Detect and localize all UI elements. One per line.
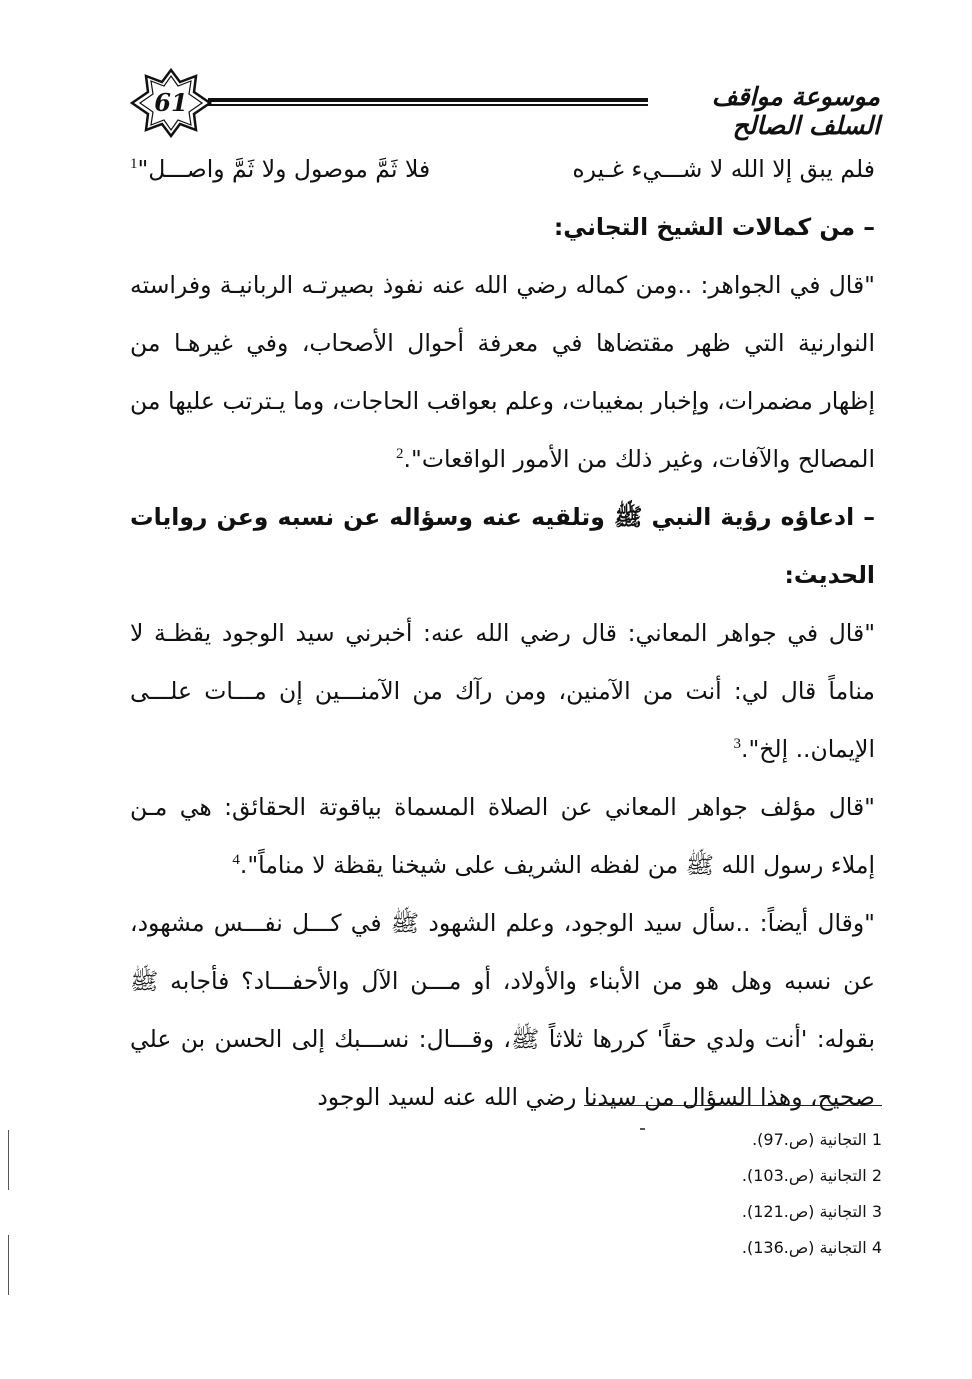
footnote-separator [584,1105,882,1106]
footnote-item: 1 التجانية (ص.97). [752,1130,882,1149]
scan-mark [8,1235,9,1295]
footnote-item: 4 التجانية (ص.136). [741,1238,882,1257]
poem-verse [130,140,875,198]
footnote-ref: 2 [396,446,404,463]
verse-hemistich-left: فلا ثَمَّ موصول ولا ثَمَّ واصـــل"$^1$ [130,155,431,183]
series-title: موسوعة مواقف السلف الصالح [711,82,880,140]
section-heading: – ادعاؤه رؤية النبي ﷺ وتلقيه عنه وسؤاله عن نسبه وعن روايات الحديث: [130,503,875,589]
paragraph: "قال في جواهر المعاني: قال رضي الله عنه: أخبرني سيد الوجود يقظـة لا مناماً قال لي: أنت من الآمنين، ومن رآك من الآمنـــين إن مـــات علـــى الإيمان.. إلخ".$^3$ [130,619,875,763]
paragraph: "قال في الجواهر: ..ومن كماله رضي الله عنه نفوذ بصيرتـه الربانيـة وفراسته النوارنية التي ظهر مقتضاها في معرفة أحوال الأصحاب، وفي غيرهـا من إظهار مضمرات، وإخبار بمغيبات، وعلم بعواقب الحاجات، وما يـترتب عليها من المصالح والآفات، وغير ذلك من الأمور الواقعات".$^2$ [130,271,875,473]
page-body [130,140,875,1126]
paragraph: "قال مؤلف جواهر المعاني عن الصلاة المسماة بياقوتة الحقائق: هي مـن إملاء رسول الله ﷺ من لفظه الشريف على شيخنا يقظة لا مناماً".$^4$ [130,793,875,879]
page-number-badge [130,68,212,138]
footnote-ref: 1 [130,156,138,173]
page-header [130,68,880,138]
page-number: 61 [154,88,188,117]
paragraph: "وقال أيضاً: ..سأل سيد الوجود، وعلم الشهود ﷺ في كـــل نفـــس مشهود، عن نسبه وهل هو من الأبناء والأولاد، أو مـــن الآل والأحفـــاد؟ فأجابه ﷺ بقوله: 'أنت ولدي حقاً' كررها ثلاثاً ﷺ، وقـــال: نســـبك إلى الحسن بن علي صحيح، وهذا السؤال من سيدنا رضي الله عنه لسيد الوجود [130,909,875,1111]
header-rule [208,98,648,106]
scan-mark [8,1130,9,1190]
scan-mark [640,1128,645,1130]
footnote-ref: 3 [733,736,741,753]
verse-hemistich-right: فلم يبق إلا الله لا شـــيء غـيره [572,155,875,183]
footnote-item: 3 التجانية (ص.121). [741,1202,882,1221]
footnotes [584,1122,882,1266]
section-heading: – من كمالات الشيخ التجاني: [553,213,875,241]
footnote-ref: 4 [232,852,240,869]
footnote-item: 2 التجانية (ص.103). [741,1166,882,1185]
